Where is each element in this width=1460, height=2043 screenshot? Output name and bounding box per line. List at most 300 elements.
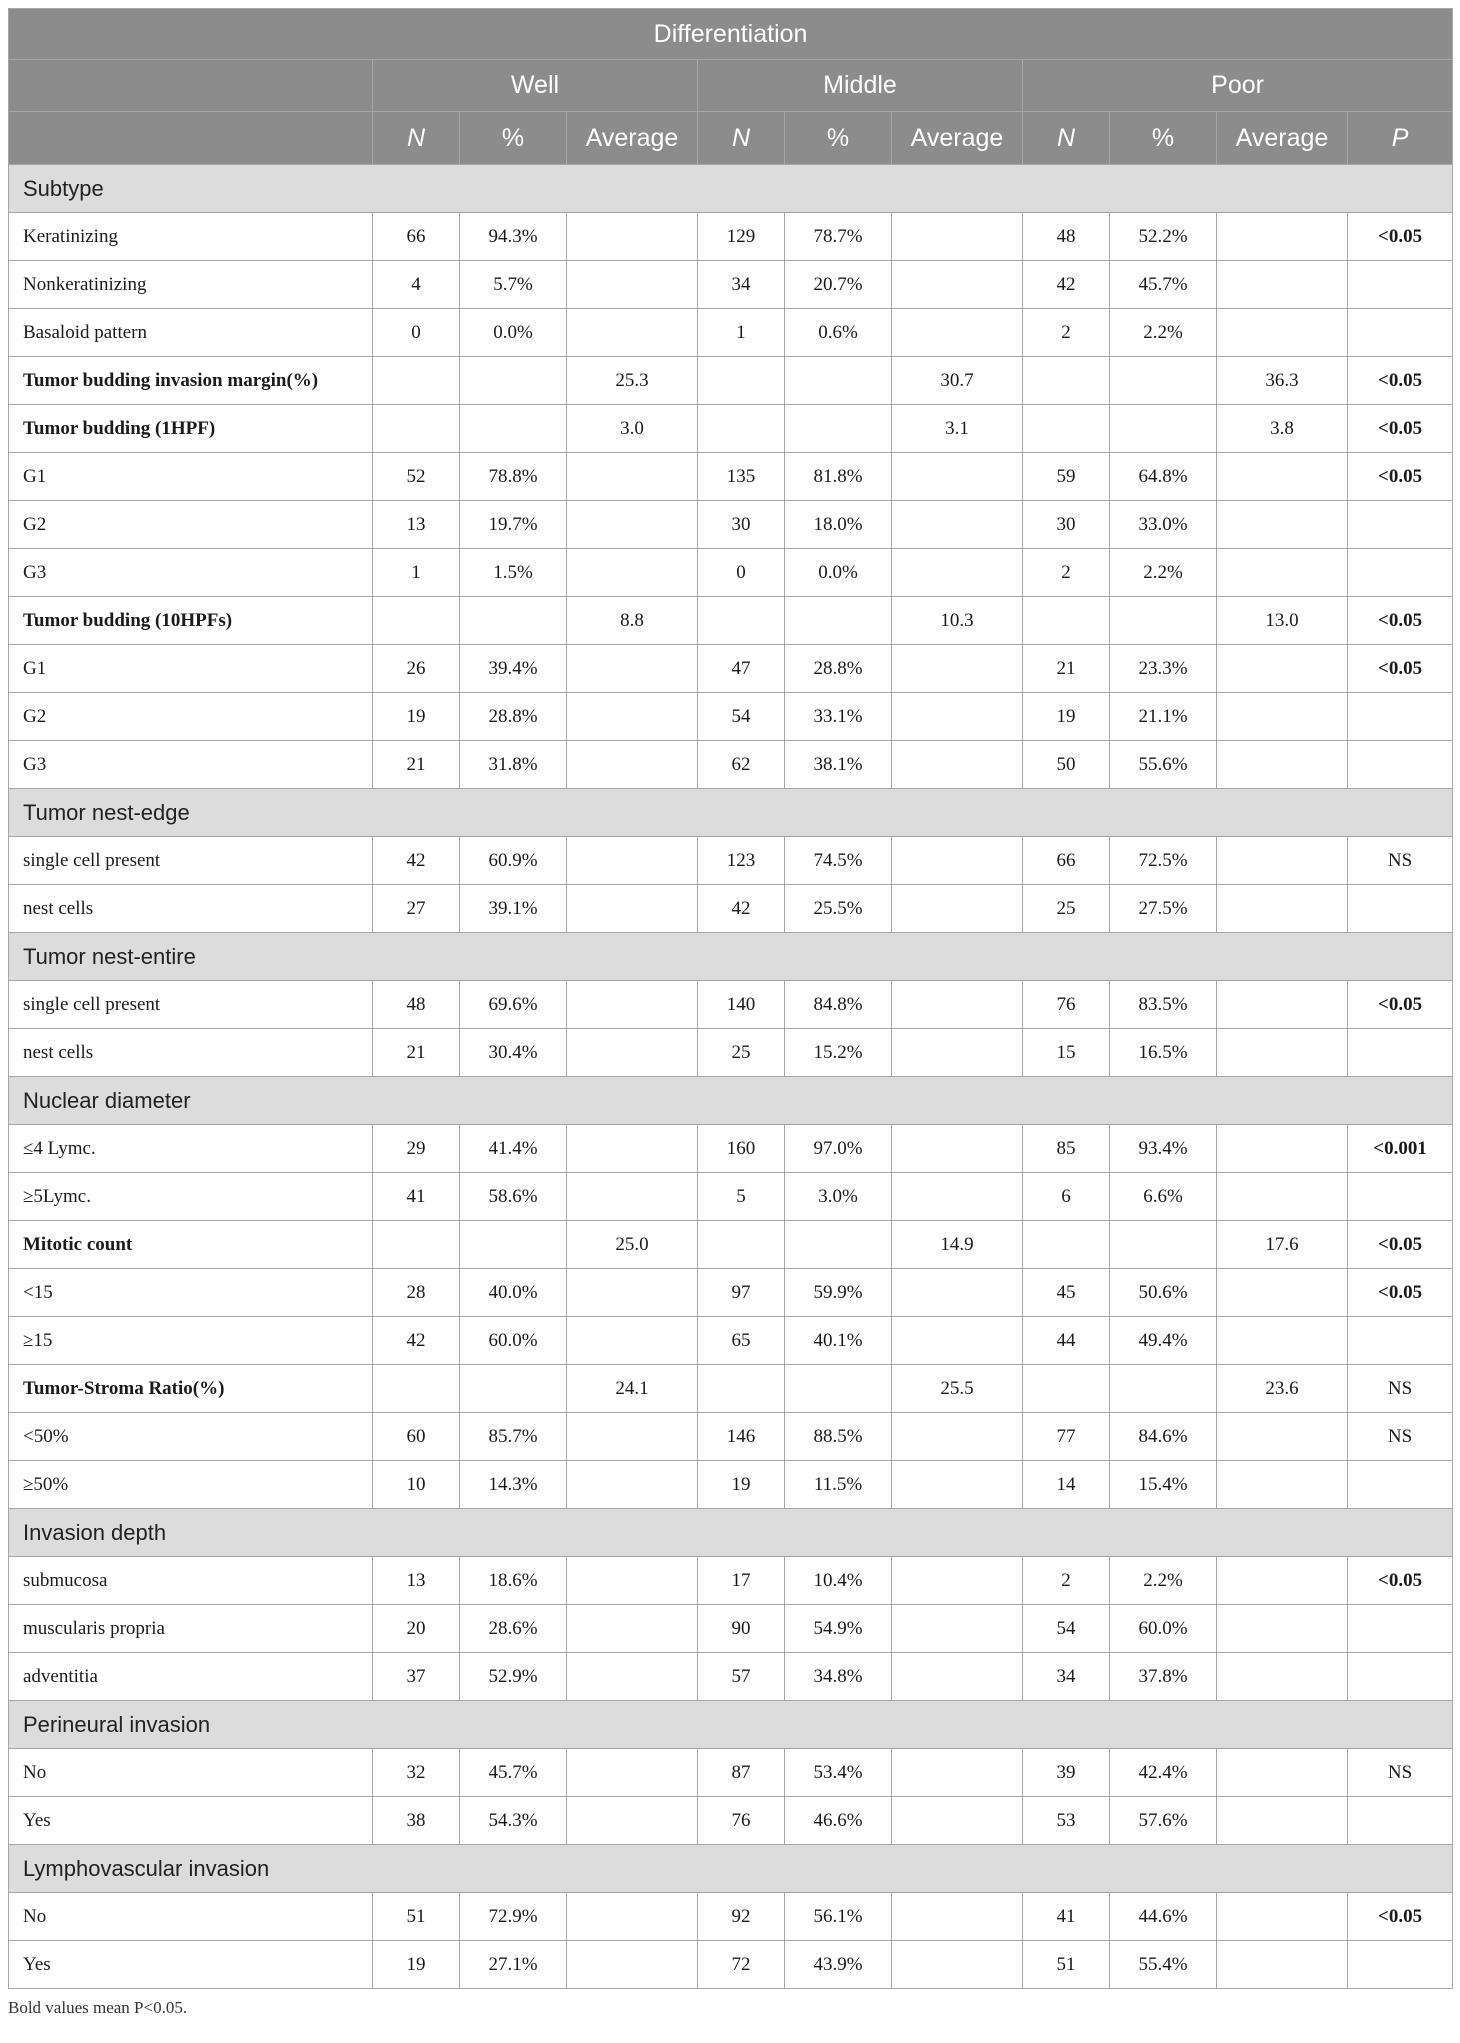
table-cell: 14.3% bbox=[460, 1461, 567, 1509]
table-cell: 97.0% bbox=[785, 1125, 892, 1173]
table-cell bbox=[460, 597, 567, 645]
table-cell: 90 bbox=[698, 1605, 785, 1653]
table-cell: 60.0% bbox=[1110, 1605, 1217, 1653]
row-label: G3 bbox=[9, 549, 373, 597]
table-cell bbox=[698, 405, 785, 453]
table-row bbox=[9, 1749, 1453, 1797]
table-cell: 54.3% bbox=[460, 1797, 567, 1845]
group-well: Well bbox=[373, 60, 698, 112]
table-cell: 160 bbox=[698, 1125, 785, 1173]
table-cell: 5 bbox=[698, 1173, 785, 1221]
table-cell: 87 bbox=[698, 1749, 785, 1797]
table-row bbox=[9, 1557, 1453, 1605]
table-cell: 129 bbox=[698, 213, 785, 261]
table-cell bbox=[567, 693, 698, 741]
p-value-cell bbox=[1348, 1941, 1453, 1989]
table-cell bbox=[567, 1941, 698, 1989]
table-cell: 34 bbox=[698, 261, 785, 309]
table-cell: 29 bbox=[373, 1125, 460, 1173]
header-blank bbox=[9, 60, 373, 112]
table-row bbox=[9, 1797, 1453, 1845]
table-cell: 14.9 bbox=[892, 1221, 1023, 1269]
table-cell bbox=[567, 501, 698, 549]
section-row bbox=[9, 933, 1453, 981]
table-row bbox=[9, 981, 1453, 1029]
p-value-cell: <0.05 bbox=[1348, 1893, 1453, 1941]
table-cell bbox=[892, 1557, 1023, 1605]
table-cell bbox=[567, 981, 698, 1029]
differentiation-table bbox=[8, 8, 1453, 1989]
row-label: ≤4 Lymc. bbox=[9, 1125, 373, 1173]
table-cell: 39 bbox=[1023, 1749, 1110, 1797]
table-row bbox=[9, 837, 1453, 885]
table-cell: 37 bbox=[373, 1653, 460, 1701]
table-cell bbox=[892, 1461, 1023, 1509]
table-cell bbox=[892, 1173, 1023, 1221]
table-cell: 42 bbox=[698, 885, 785, 933]
p-value-cell: NS bbox=[1348, 837, 1453, 885]
p-value-cell bbox=[1348, 1797, 1453, 1845]
table-cell bbox=[1110, 357, 1217, 405]
table-cell: 30 bbox=[1023, 501, 1110, 549]
table-cell bbox=[892, 261, 1023, 309]
header-blank bbox=[9, 112, 373, 165]
table-cell bbox=[1217, 501, 1348, 549]
table-cell bbox=[1023, 1365, 1110, 1413]
table-cell: 45.7% bbox=[460, 1749, 567, 1797]
table-cell: 57 bbox=[698, 1653, 785, 1701]
table-cell: 78.7% bbox=[785, 213, 892, 261]
table-row bbox=[9, 1461, 1453, 1509]
table-cell: 42 bbox=[1023, 261, 1110, 309]
table-cell bbox=[567, 1173, 698, 1221]
p-value-cell bbox=[1348, 1029, 1453, 1077]
row-label: single cell present bbox=[9, 981, 373, 1029]
p-value-cell bbox=[1348, 741, 1453, 789]
table-cell: 16.5% bbox=[1110, 1029, 1217, 1077]
table-cell: 30 bbox=[698, 501, 785, 549]
table-cell: 3.0 bbox=[567, 405, 698, 453]
table-row bbox=[9, 1653, 1453, 1701]
table-cell bbox=[1217, 1557, 1348, 1605]
table-row bbox=[9, 261, 1453, 309]
table-cell: 17 bbox=[698, 1557, 785, 1605]
row-label: G1 bbox=[9, 645, 373, 693]
col-percent: % bbox=[1110, 112, 1217, 165]
p-value-cell: <0.05 bbox=[1348, 645, 1453, 693]
table-cell bbox=[1217, 1029, 1348, 1077]
table-cell: 72.5% bbox=[1110, 837, 1217, 885]
table-cell: 39.4% bbox=[460, 645, 567, 693]
p-value-cell bbox=[1348, 1173, 1453, 1221]
table-cell: 72.9% bbox=[460, 1893, 567, 1941]
row-label: Basaloid pattern bbox=[9, 309, 373, 357]
table-cell: 27 bbox=[373, 885, 460, 933]
table-cell: 69.6% bbox=[460, 981, 567, 1029]
table-cell: 57.6% bbox=[1110, 1797, 1217, 1845]
section-label: Subtype bbox=[9, 165, 1453, 213]
table-cell bbox=[892, 1653, 1023, 1701]
table-cell: 10.3 bbox=[892, 597, 1023, 645]
table-cell: 74.5% bbox=[785, 837, 892, 885]
table-cell bbox=[567, 1413, 698, 1461]
table-cell bbox=[1217, 1461, 1348, 1509]
table-cell: 94.3% bbox=[460, 213, 567, 261]
table-row bbox=[9, 1365, 1453, 1413]
table-cell bbox=[892, 1893, 1023, 1941]
table-cell: 88.5% bbox=[785, 1413, 892, 1461]
table-cell: 27.1% bbox=[460, 1941, 567, 1989]
table-cell bbox=[567, 1797, 698, 1845]
row-label: Tumor budding (10HPFs) bbox=[9, 597, 373, 645]
table-cell: 2 bbox=[1023, 549, 1110, 597]
col-percent: % bbox=[460, 112, 567, 165]
table-cell: 39.1% bbox=[460, 885, 567, 933]
table-cell: 27.5% bbox=[1110, 885, 1217, 933]
table-cell bbox=[1217, 645, 1348, 693]
table-cell bbox=[567, 645, 698, 693]
table-cell: 2.2% bbox=[1110, 1557, 1217, 1605]
table-cell bbox=[567, 1029, 698, 1077]
table-cell: 49.4% bbox=[1110, 1317, 1217, 1365]
p-value-cell: <0.05 bbox=[1348, 1557, 1453, 1605]
row-label: Mitotic count bbox=[9, 1221, 373, 1269]
table-cell bbox=[698, 1221, 785, 1269]
table-cell: 5.7% bbox=[460, 261, 567, 309]
p-value-cell: <0.05 bbox=[1348, 981, 1453, 1029]
table-cell bbox=[698, 1365, 785, 1413]
table-cell bbox=[892, 309, 1023, 357]
table-row bbox=[9, 1269, 1453, 1317]
table-cell bbox=[567, 213, 698, 261]
header-title: Differentiation bbox=[9, 9, 1453, 60]
table-cell: 34.8% bbox=[785, 1653, 892, 1701]
p-value-cell bbox=[1348, 693, 1453, 741]
row-label: G2 bbox=[9, 693, 373, 741]
table-row bbox=[9, 1605, 1453, 1653]
table-cell: 30.7 bbox=[892, 357, 1023, 405]
table-cell bbox=[567, 309, 698, 357]
row-label: No bbox=[9, 1749, 373, 1797]
p-value-cell bbox=[1348, 1461, 1453, 1509]
table-cell bbox=[1217, 1605, 1348, 1653]
table-row bbox=[9, 693, 1453, 741]
row-label: Keratinizing bbox=[9, 213, 373, 261]
table-cell: 21.1% bbox=[1110, 693, 1217, 741]
table-cell bbox=[567, 549, 698, 597]
table-cell: 10 bbox=[373, 1461, 460, 1509]
table-cell bbox=[1217, 1173, 1348, 1221]
table-cell: 18.0% bbox=[785, 501, 892, 549]
table-cell: 28 bbox=[373, 1269, 460, 1317]
table-cell: 48 bbox=[373, 981, 460, 1029]
table-cell: 18.6% bbox=[460, 1557, 567, 1605]
table-cell: 60.9% bbox=[460, 837, 567, 885]
row-label: Yes bbox=[9, 1941, 373, 1989]
table-cell: 19 bbox=[1023, 693, 1110, 741]
table-cell bbox=[892, 645, 1023, 693]
table-cell bbox=[1110, 1221, 1217, 1269]
table-cell bbox=[567, 1653, 698, 1701]
p-value-cell: <0.05 bbox=[1348, 453, 1453, 501]
table-cell: 3.1 bbox=[892, 405, 1023, 453]
p-value-cell bbox=[1348, 309, 1453, 357]
table-cell: 42 bbox=[373, 837, 460, 885]
table-cell: 25.5 bbox=[892, 1365, 1023, 1413]
table-cell: 13.0 bbox=[1217, 597, 1348, 645]
col-n: N bbox=[1023, 112, 1110, 165]
table-cell bbox=[1217, 309, 1348, 357]
table-cell bbox=[1217, 1941, 1348, 1989]
table-cell: 32 bbox=[373, 1749, 460, 1797]
table-row bbox=[9, 1221, 1453, 1269]
col-n: N bbox=[373, 112, 460, 165]
table-cell: 17.6 bbox=[1217, 1221, 1348, 1269]
table-cell: 51 bbox=[1023, 1941, 1110, 1989]
table-cell: 19 bbox=[373, 1941, 460, 1989]
p-value-cell: <0.05 bbox=[1348, 1221, 1453, 1269]
table-cell: 11.5% bbox=[785, 1461, 892, 1509]
table-cell: 25 bbox=[698, 1029, 785, 1077]
table-cell bbox=[1217, 693, 1348, 741]
table-cell: 31.8% bbox=[460, 741, 567, 789]
table-cell: 3.0% bbox=[785, 1173, 892, 1221]
table-header bbox=[9, 9, 1453, 165]
table-cell: 19 bbox=[698, 1461, 785, 1509]
p-value-cell: <0.05 bbox=[1348, 213, 1453, 261]
table-cell bbox=[892, 885, 1023, 933]
table-cell: 28.8% bbox=[460, 693, 567, 741]
table-cell bbox=[373, 1221, 460, 1269]
table-cell bbox=[892, 1797, 1023, 1845]
p-value-cell bbox=[1348, 261, 1453, 309]
table-row bbox=[9, 453, 1453, 501]
table-cell: 59.9% bbox=[785, 1269, 892, 1317]
table-cell bbox=[785, 357, 892, 405]
table-cell: 54.9% bbox=[785, 1605, 892, 1653]
table-cell: 52 bbox=[373, 453, 460, 501]
table-cell: 0 bbox=[698, 549, 785, 597]
table-cell: 81.8% bbox=[785, 453, 892, 501]
p-value-cell bbox=[1348, 1317, 1453, 1365]
table-row bbox=[9, 549, 1453, 597]
table-row bbox=[9, 1125, 1453, 1173]
table-cell bbox=[1217, 261, 1348, 309]
table-cell: 92 bbox=[698, 1893, 785, 1941]
col-percent: % bbox=[785, 112, 892, 165]
table-cell: 1 bbox=[373, 549, 460, 597]
table-row bbox=[9, 1173, 1453, 1221]
p-value-cell: NS bbox=[1348, 1749, 1453, 1797]
section-label: Tumor nest-edge bbox=[9, 789, 1453, 837]
table-cell: 15.4% bbox=[1110, 1461, 1217, 1509]
row-label: muscularis propria bbox=[9, 1605, 373, 1653]
section-row bbox=[9, 1845, 1453, 1893]
table-cell bbox=[567, 885, 698, 933]
table-cell: 46.6% bbox=[785, 1797, 892, 1845]
table-cell: 41.4% bbox=[460, 1125, 567, 1173]
p-value-cell bbox=[1348, 885, 1453, 933]
row-label: Nonkeratinizing bbox=[9, 261, 373, 309]
table-row bbox=[9, 405, 1453, 453]
table-cell: 10.4% bbox=[785, 1557, 892, 1605]
section-row bbox=[9, 1077, 1453, 1125]
table-cell bbox=[892, 693, 1023, 741]
table-cell: 42.4% bbox=[1110, 1749, 1217, 1797]
table-cell bbox=[373, 597, 460, 645]
table-cell: 77 bbox=[1023, 1413, 1110, 1461]
table-cell: 53.4% bbox=[785, 1749, 892, 1797]
table-cell: 21 bbox=[1023, 645, 1110, 693]
table-cell bbox=[892, 549, 1023, 597]
table-cell bbox=[1110, 405, 1217, 453]
table-cell: 56.1% bbox=[785, 1893, 892, 1941]
table-cell: 30.4% bbox=[460, 1029, 567, 1077]
table-cell bbox=[1023, 357, 1110, 405]
table-cell bbox=[1217, 1653, 1348, 1701]
row-label: submucosa bbox=[9, 1557, 373, 1605]
table-cell: 76 bbox=[1023, 981, 1110, 1029]
table-cell: 85.7% bbox=[460, 1413, 567, 1461]
group-poor: Poor bbox=[1023, 60, 1453, 112]
table-cell bbox=[892, 453, 1023, 501]
table-cell: 2.2% bbox=[1110, 309, 1217, 357]
table-cell bbox=[892, 981, 1023, 1029]
table-cell: 21 bbox=[373, 741, 460, 789]
table-cell bbox=[1217, 885, 1348, 933]
table-cell bbox=[1217, 1893, 1348, 1941]
row-label: <50% bbox=[9, 1413, 373, 1461]
p-value-cell bbox=[1348, 549, 1453, 597]
table-row bbox=[9, 741, 1453, 789]
table-cell: 0 bbox=[373, 309, 460, 357]
table-row bbox=[9, 213, 1453, 261]
table-cell: 97 bbox=[698, 1269, 785, 1317]
table-cell bbox=[892, 1029, 1023, 1077]
table-container bbox=[8, 8, 1452, 2018]
row-label: ≥5Lymc. bbox=[9, 1173, 373, 1221]
table-cell: 14 bbox=[1023, 1461, 1110, 1509]
p-value-cell: <0.05 bbox=[1348, 597, 1453, 645]
col-average: Average bbox=[1217, 112, 1348, 165]
table-cell bbox=[892, 1941, 1023, 1989]
table-cell: 13 bbox=[373, 1557, 460, 1605]
row-label: G2 bbox=[9, 501, 373, 549]
table-cell: 66 bbox=[373, 213, 460, 261]
table-cell bbox=[567, 1557, 698, 1605]
table-cell bbox=[1110, 1365, 1217, 1413]
table-cell: 51 bbox=[373, 1893, 460, 1941]
table-cell: 140 bbox=[698, 981, 785, 1029]
table-cell: 83.5% bbox=[1110, 981, 1217, 1029]
table-cell bbox=[567, 837, 698, 885]
table-cell: 42 bbox=[373, 1317, 460, 1365]
table-cell bbox=[1217, 741, 1348, 789]
table-cell bbox=[892, 837, 1023, 885]
table-cell: 65 bbox=[698, 1317, 785, 1365]
table-cell bbox=[567, 1125, 698, 1173]
p-value-cell bbox=[1348, 1653, 1453, 1701]
table-row bbox=[9, 501, 1453, 549]
table-cell: 50.6% bbox=[1110, 1269, 1217, 1317]
section-label: Nuclear diameter bbox=[9, 1077, 1453, 1125]
table-row bbox=[9, 1413, 1453, 1461]
table-cell bbox=[1023, 1221, 1110, 1269]
table-cell: 54 bbox=[698, 693, 785, 741]
table-cell: 50 bbox=[1023, 741, 1110, 789]
table-cell bbox=[1023, 597, 1110, 645]
table-cell bbox=[892, 1317, 1023, 1365]
table-cell: 19.7% bbox=[460, 501, 567, 549]
table-cell: 44.6% bbox=[1110, 1893, 1217, 1941]
table-cell: 58.6% bbox=[460, 1173, 567, 1221]
table-cell: 41 bbox=[373, 1173, 460, 1221]
table-cell bbox=[892, 1269, 1023, 1317]
table-cell: 40.0% bbox=[460, 1269, 567, 1317]
table-cell bbox=[892, 1125, 1023, 1173]
table-body bbox=[9, 165, 1453, 1989]
table-row bbox=[9, 357, 1453, 405]
table-cell bbox=[1217, 837, 1348, 885]
table-cell bbox=[567, 1269, 698, 1317]
table-cell bbox=[1217, 981, 1348, 1029]
table-cell bbox=[460, 405, 567, 453]
table-cell: 2 bbox=[1023, 309, 1110, 357]
table-cell: 21 bbox=[373, 1029, 460, 1077]
table-cell: 146 bbox=[698, 1413, 785, 1461]
table-cell bbox=[567, 453, 698, 501]
table-cell: 45 bbox=[1023, 1269, 1110, 1317]
table-cell: 33.1% bbox=[785, 693, 892, 741]
table-row bbox=[9, 309, 1453, 357]
table-cell bbox=[1217, 1125, 1348, 1173]
p-value-cell: <0.001 bbox=[1348, 1125, 1453, 1173]
p-value-cell: NS bbox=[1348, 1365, 1453, 1413]
col-p: P bbox=[1348, 112, 1453, 165]
section-row bbox=[9, 1509, 1453, 1557]
table-cell: 59 bbox=[1023, 453, 1110, 501]
table-cell bbox=[1217, 1749, 1348, 1797]
table-cell bbox=[567, 1893, 698, 1941]
table-cell: 25.5% bbox=[785, 885, 892, 933]
table-cell: 25 bbox=[1023, 885, 1110, 933]
table-cell bbox=[1023, 405, 1110, 453]
table-cell: 15.2% bbox=[785, 1029, 892, 1077]
table-cell bbox=[373, 405, 460, 453]
table-cell bbox=[567, 1461, 698, 1509]
table-cell bbox=[567, 261, 698, 309]
table-cell: 123 bbox=[698, 837, 785, 885]
table-cell: 25.3 bbox=[567, 357, 698, 405]
table-row bbox=[9, 1029, 1453, 1077]
table-cell bbox=[698, 597, 785, 645]
table-cell bbox=[1217, 1317, 1348, 1365]
row-label: ≥50% bbox=[9, 1461, 373, 1509]
table-cell: 0.0% bbox=[460, 309, 567, 357]
p-value-cell: <0.05 bbox=[1348, 1269, 1453, 1317]
table-cell: 52.2% bbox=[1110, 213, 1217, 261]
table-cell bbox=[785, 1221, 892, 1269]
section-row bbox=[9, 1701, 1453, 1749]
row-label: single cell present bbox=[9, 837, 373, 885]
row-label: Tumor-Stroma Ratio(%) bbox=[9, 1365, 373, 1413]
col-n: N bbox=[698, 112, 785, 165]
table-cell: 0.0% bbox=[785, 549, 892, 597]
table-cell bbox=[892, 1413, 1023, 1461]
table-cell bbox=[567, 1317, 698, 1365]
table-cell: 135 bbox=[698, 453, 785, 501]
table-cell bbox=[567, 1605, 698, 1653]
